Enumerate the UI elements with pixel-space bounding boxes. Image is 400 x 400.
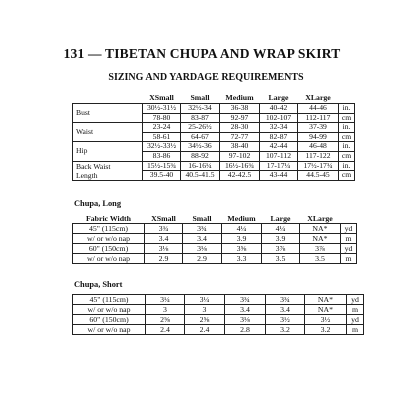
cell-in: 32½-33½ [143, 142, 181, 152]
unit-m: m [341, 254, 357, 264]
table-row [73, 224, 357, 234]
cell-yd: 3¾ [183, 224, 222, 234]
cell-yd: 3½ [305, 315, 347, 325]
nap-label: w/ or w/o nap [73, 254, 145, 264]
cell-yd: 3¾ [266, 295, 305, 305]
chupa-long-table [72, 213, 357, 264]
cell-m: 2.8 [225, 325, 266, 335]
fabric-width-header: Fabric Width [86, 213, 131, 223]
cell-cm: 72-77 [220, 132, 260, 142]
cell-m: 3.2 [305, 325, 347, 335]
cell-m: 3.5 [300, 254, 341, 264]
cell-in: 32½-34 [181, 104, 220, 114]
cell-yd: 3⅛ [145, 244, 183, 254]
unit-m: m [341, 234, 357, 244]
table-row [73, 234, 357, 244]
cell-m: 3.9 [262, 234, 300, 244]
cell-m: NA* [305, 305, 347, 315]
cell-in: 37-39 [298, 123, 339, 133]
cell-m: 3.4 [266, 305, 305, 315]
fabric-label: 45" (115cm) [73, 295, 146, 305]
cell-cm: 83-86 [143, 151, 181, 161]
table-row [73, 123, 355, 133]
size-header: XSmall [149, 92, 174, 102]
cell-m: 2.4 [185, 325, 225, 335]
table-row [73, 295, 364, 305]
cell-cm: 88-92 [181, 151, 220, 161]
cell-m: 3.4 [183, 234, 222, 244]
page-title: 131 — TIBETAN CHUPA AND WRAP SKIRT [63, 46, 341, 61]
row-label: Waist [73, 123, 143, 142]
cell-yd: 3⅛ [183, 244, 222, 254]
cell-in: 17½-17¾ [298, 161, 339, 171]
cell-cm: 102-107 [260, 113, 298, 123]
cell-yd: NA* [300, 224, 341, 234]
cell-in: 30½-31½ [143, 104, 181, 114]
cell-in: 40-42 [260, 104, 298, 114]
cell-cm: 94-99 [298, 132, 339, 142]
cell-yd: 2⅝ [185, 315, 225, 325]
unit-cm: cm [339, 171, 355, 181]
section-heading-chupa-long: Chupa, Long [74, 199, 122, 208]
size-header: XLarge [305, 92, 331, 102]
cell-yd: NA* [305, 295, 347, 305]
size-header: XSmall [151, 213, 176, 223]
cell-in: 16-16¼ [181, 161, 220, 171]
cell-m: NA* [300, 234, 341, 244]
size-header: XLarge [307, 213, 333, 223]
nap-label: w/ or w/o nap [73, 325, 146, 335]
cell-cm: 97-102 [220, 151, 260, 161]
cell-cm: 43-44 [260, 171, 298, 181]
cell-cm: 107-112 [260, 151, 298, 161]
cell-yd: 3⅞ [300, 244, 341, 254]
unit-in: in. [339, 104, 355, 114]
cell-yd: 3⅝ [222, 244, 262, 254]
cell-cm: 92-97 [220, 113, 260, 123]
cell-in: 36-38 [220, 104, 260, 114]
nap-label: w/ or w/o nap [73, 305, 146, 315]
size-header: Medium [225, 92, 254, 102]
table-row [73, 305, 364, 315]
cell-cm: 78-80 [143, 113, 181, 123]
cell-yd: 4¼ [262, 224, 300, 234]
unit-cm: cm [339, 113, 355, 123]
cell-yd: 3¼ [185, 295, 225, 305]
unit-m: m [347, 325, 364, 335]
cell-m: 3.4 [225, 305, 266, 315]
cell-in: 17-17¼ [260, 161, 298, 171]
cell-yd: 3¾ [225, 295, 266, 305]
size-header: Large [268, 92, 289, 102]
cell-yd: 3¼ [146, 295, 185, 305]
cell-cm: 58-61 [143, 132, 181, 142]
cell-in: 38-40 [220, 142, 260, 152]
cell-cm: 42-42.5 [220, 171, 260, 181]
cell-yd: 2⅝ [146, 315, 185, 325]
cell-yd: 3⅞ [262, 244, 300, 254]
size-header: Medium [227, 213, 256, 223]
cell-in: 44-46 [298, 104, 339, 114]
sizing-table [72, 93, 355, 181]
cell-yd: 3½ [266, 315, 305, 325]
fabric-label: 60" (150cm) [73, 244, 145, 254]
unit-yd: yd [347, 315, 364, 325]
cell-in: 16½-16¾ [220, 161, 260, 171]
section-subtitle: SIZING AND YARDAGE REQUIREMENTS [108, 72, 304, 83]
sizing-header-row [73, 93, 355, 104]
row-label: Bust [73, 104, 143, 123]
section-heading-chupa-short: Chupa, Short [74, 280, 123, 289]
unit-in: in. [339, 142, 355, 152]
fabric-label: 60" (150cm) [73, 315, 146, 325]
nap-label: w/ or w/o nap [73, 234, 145, 244]
cell-in: 23-24 [143, 123, 181, 133]
cell-m: 3.9 [222, 234, 262, 244]
chupa-short-table [72, 294, 364, 335]
cell-in: 25-26½ [181, 123, 220, 133]
cell-cm: 39.5-40 [143, 171, 181, 181]
cell-m: 3.4 [145, 234, 183, 244]
cell-cm: 82-87 [260, 132, 298, 142]
cell-in: 32-34 [260, 123, 298, 133]
cell-yd: 3¾ [145, 224, 183, 234]
table-row [73, 244, 357, 254]
size-header: Small [192, 213, 212, 223]
cell-m: 3 [146, 305, 185, 315]
fabric-label: 45" (115cm) [73, 224, 145, 234]
unit-yd: yd [347, 295, 364, 305]
cell-cm: 44.5-45 [298, 171, 339, 181]
cell-in: 15½-15¾ [143, 161, 181, 171]
cell-cm: 64-67 [181, 132, 220, 142]
cell-m: 3 [185, 305, 225, 315]
row-label: Back Waist Length [73, 161, 143, 180]
cell-m: 2.9 [183, 254, 222, 264]
size-header: Small [190, 92, 210, 102]
cell-cm: 83-87 [181, 113, 220, 123]
cell-cm: 112-117 [298, 113, 339, 123]
cell-m: 3.5 [262, 254, 300, 264]
table-row [73, 254, 357, 264]
table-row [73, 315, 364, 325]
yardage-header-row [73, 213, 357, 224]
unit-m: m [347, 305, 364, 315]
cell-yd: 3⅛ [225, 315, 266, 325]
unit-in: in. [339, 123, 355, 133]
cell-cm: 40.5-41.5 [181, 171, 220, 181]
cell-in: 28-30 [220, 123, 260, 133]
unit-yd: yd [341, 244, 357, 254]
cell-m: 2.4 [146, 325, 185, 335]
cell-cm: 117-122 [298, 151, 339, 161]
size-header: Large [270, 213, 291, 223]
unit-yd: yd [341, 224, 357, 234]
cell-in: 34½-36 [181, 142, 220, 152]
cell-in: 46-48 [298, 142, 339, 152]
cell-in: 42-44 [260, 142, 298, 152]
table-row [73, 325, 364, 335]
unit-cm: cm [339, 132, 355, 142]
table-row [73, 104, 355, 114]
unit-in: in. [339, 161, 355, 171]
row-label: Hip [73, 142, 143, 161]
unit-cm: cm [339, 151, 355, 161]
cell-m: 3.3 [222, 254, 262, 264]
cell-yd: 4¼ [222, 224, 262, 234]
cell-m: 2.9 [145, 254, 183, 264]
cell-m: 3.2 [266, 325, 305, 335]
